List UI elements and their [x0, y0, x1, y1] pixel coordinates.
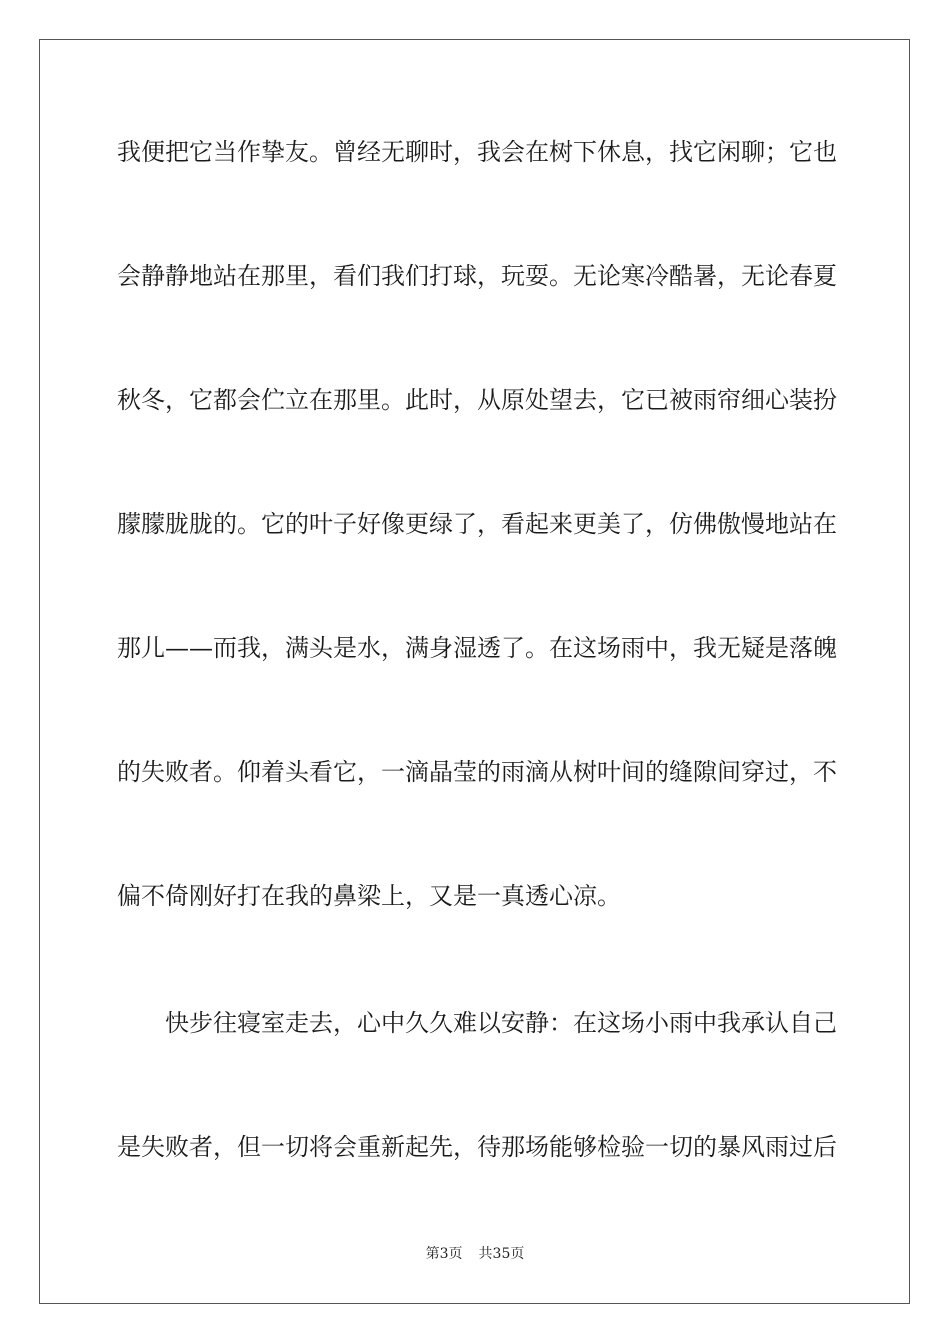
body-text-line: 秋冬，它都会伫立在那里。此时，从原处望去，它已被雨帘细心装扮 [117, 386, 837, 414]
body-text-line: 朦朦胧胧的。它的叶子好像更绿了，看起来更美了，仿佛傲慢地站在 [117, 510, 837, 538]
body-text-line: 会静静地站在那里，看们我们打球，玩耍。无论寒冷酷暑，无论春夏 [117, 262, 837, 290]
body-text-line: 是失败者，但一切将会重新起先，待那场能够检验一切的暴风雨过后 [117, 1133, 837, 1161]
paragraph-first-line: 快步往寝室走去，心中久久难以安静：在这场小雨中我承认自己 [165, 1009, 837, 1037]
page-border [39, 39, 910, 1304]
body-text-line: 偏不倚刚好打在我的鼻梁上，又是一真透心凉。 [117, 882, 621, 910]
body-text-line: 我便把它当作挚友。曾经无聊时，我会在树下休息，找它闲聊；它也 [117, 138, 837, 166]
page-number: 第3页 [425, 1246, 463, 1262]
body-text-line: 那儿——而我，满头是水，满身湿透了。在这场雨中，我无疑是落魄 [117, 634, 837, 662]
page-total: 共35页 [478, 1246, 525, 1262]
body-text-line: 的失败者。仰着头看它，一滴晶莹的雨滴从树叶间的缝隙间穿过，不 [117, 758, 837, 786]
page-footer [0, 1245, 950, 1263]
